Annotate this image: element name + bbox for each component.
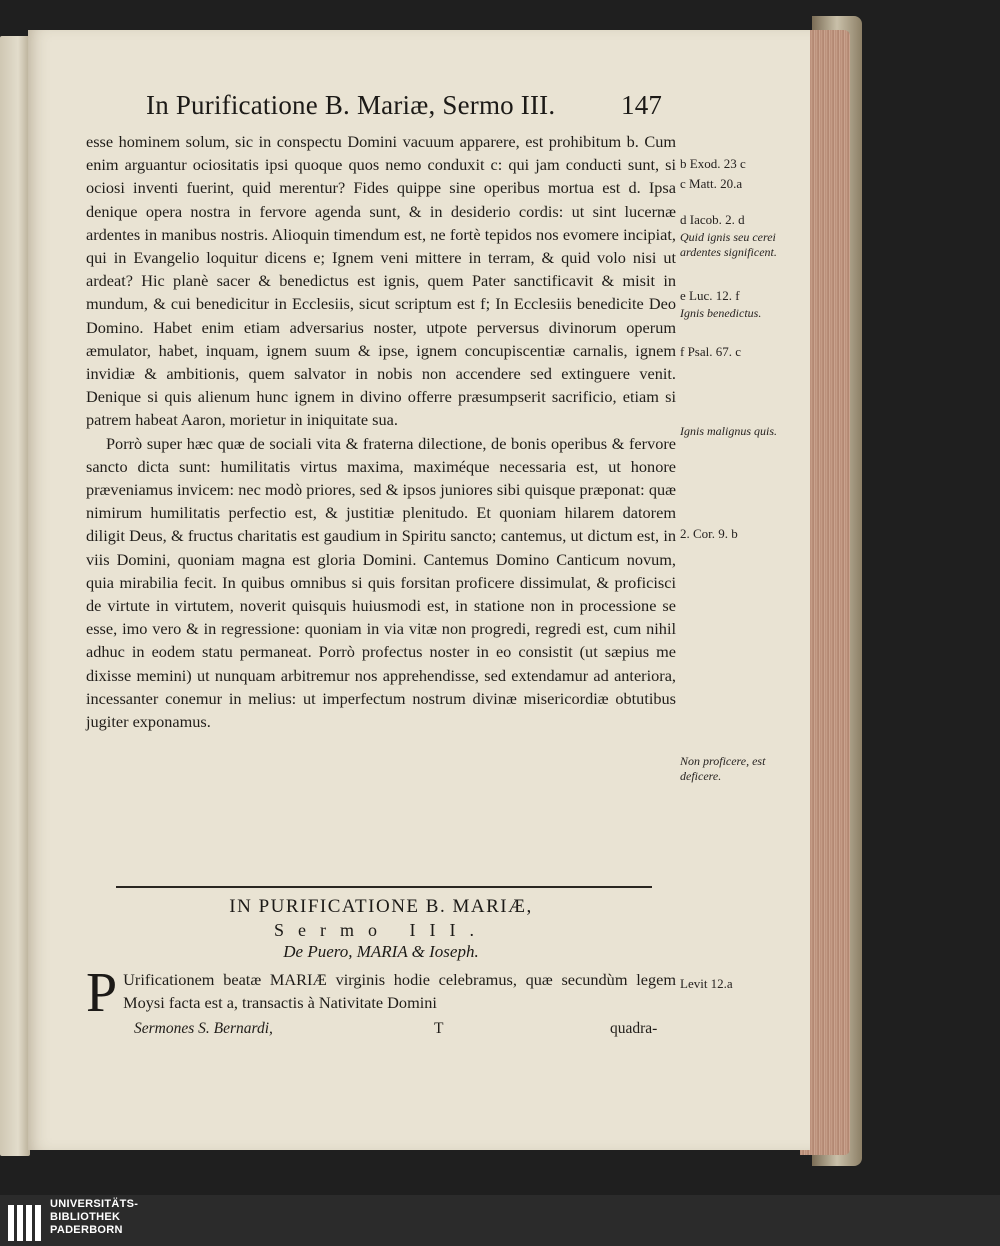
margin-note: Quid ignis seu cerei ardentes significent.: [680, 230, 777, 259]
library-logo-icon: [8, 1205, 44, 1241]
drop-cap: P: [86, 962, 118, 1024]
margin-note: Ignis benedictus.: [680, 306, 762, 320]
margin-note: d Iacob. 2. d: [680, 212, 745, 227]
logo-line-2: BIBLIOTHEK: [50, 1211, 121, 1223]
margin-note: e Luc. 12. f: [680, 288, 740, 303]
margin-note: Ignis malignus quis.: [680, 424, 778, 438]
sermon-title: IN PURIFICATIONE B. MARIÆ,: [229, 896, 533, 917]
signature-title: Sermones S. Bernardi,: [134, 1020, 273, 1037]
sermon-subtitle: De Puero, MARIA & Ioseph.: [283, 942, 479, 961]
sermon-number: Sermo III.: [274, 920, 488, 940]
margin-note: c Matt. 20.a: [680, 176, 743, 191]
library-logo-text: [50, 1198, 138, 1237]
opening-text: Urificationem beatæ MARIÆ virginis hodie celebramus, quæ secundùm legem Moysi facta est a, transactis à Nativitate Domini: [123, 970, 676, 1013]
margin-note: b Exod. 23 c: [680, 156, 746, 171]
sermon-heading: [86, 896, 676, 962]
catchword: quadra-: [610, 1020, 658, 1037]
margin-note: 2. Cor. 9. b: [680, 526, 738, 541]
margin-note: Non proficere, est deficere.: [680, 754, 766, 783]
page-number: 147: [621, 90, 663, 120]
paragraph-2: Porrò super hæc quæ de sociali vita & fraterna dilectione, de bonis operibus & fervore sancto dicta sunt: humilitatis virtus maxima, maximéque necessaria est, ut honore præveniamus invicem: nec modò priores, sed & ipsos juniores sibi quisque præponat: quæ nimirum humilitatis perfectio est, & justitiæ plenitudo. Et quoniam hilarem datorem diligit Deus, & fructus charitatis est gaudium in Spiritu sancto; cantemus, ut dictum est, in viis Domini, quoniam magna est gloria Domini. Cantemus Domino Canticum novum, quia mirabilia fecit. In quibus omnibus si quis forsitan proficere dissimulat, & proficisci de virtute in virtutem, noverit quisquis huiusmodi est, in statione non in processione se esse, imo vero & in regressione: quoniam in via vitæ non progredi, regredi est, cum nihil adhuc in eodem statu permaneat. Porrò profectus noster in eo consistit (ut sæpius me dixisse memini) ut nunquam arbitremur nos apprehendisse, sed extendamur ad anteriora, incessanter conemur in melius: ut imperfectum nostrum divinæ misericordiæ obtutibus jugiter exponamus.: [86, 433, 676, 732]
body-text: [86, 130, 676, 733]
library-logo-bar: [0, 1195, 1000, 1246]
running-head-title: In Purificatione B. Mariæ, Sermo III.: [146, 90, 556, 120]
signature-mark: T: [434, 1020, 444, 1037]
margin-note: f Psal. 67. c: [680, 344, 742, 359]
logo-line-3: PADERBORN: [50, 1224, 123, 1236]
book-page: [28, 30, 810, 1150]
facing-page-edge: [0, 36, 30, 1156]
section-divider: [116, 886, 652, 888]
margin-note: Levit 12.a: [680, 976, 733, 991]
opening-paragraph: [86, 962, 676, 1024]
logo-line-1: UNIVERSITÄTS-: [50, 1198, 139, 1210]
paragraph-1: esse hominem solum, sic in conspectu Domini vacuum apparere, est prohibitum b. Cum enim arguantur ociositatis ipsi quoque quos nemo conduxit c: qui jam conducti sunt, si ociosi inventi fuerint, quid merentur? Fides quippe sine operibus mortua est d. Ipsa denique opera nostra in fervore agenda sunt, & in desiderio cordis: ut sint lucernæ ardentes in manibus nostris. Alioquin timendum est, ne fortè tepidos nos evomere incipiat, qui in Evangelio loquitur dicens e; Ignem veni mittere in terram, & quid volo nisi ut ardeat? Hic planè sacer & benedictus est ignis, quem Pater sanctificavit & misit in mundum, & cui benedicitur in Ecclesiis, sicut scriptum est f; In Ecclesiis benedicite Deo Domino. Habet enim etiam adversarius noster, utpote perversus divinorum operum æmulator, habet, inquam, ignem suum & ipse, ignem concupiscentiæ carnalis, ignem invidiæ & ambitionis, quem salvator in nobis non accendere sed extinguere venit. Denique si quis alienum hunc ignem in divino offerre præsumpserit sacrificio, etiam si patrem habeat Aaron, morietur in iniquitate sua.: [86, 132, 676, 430]
